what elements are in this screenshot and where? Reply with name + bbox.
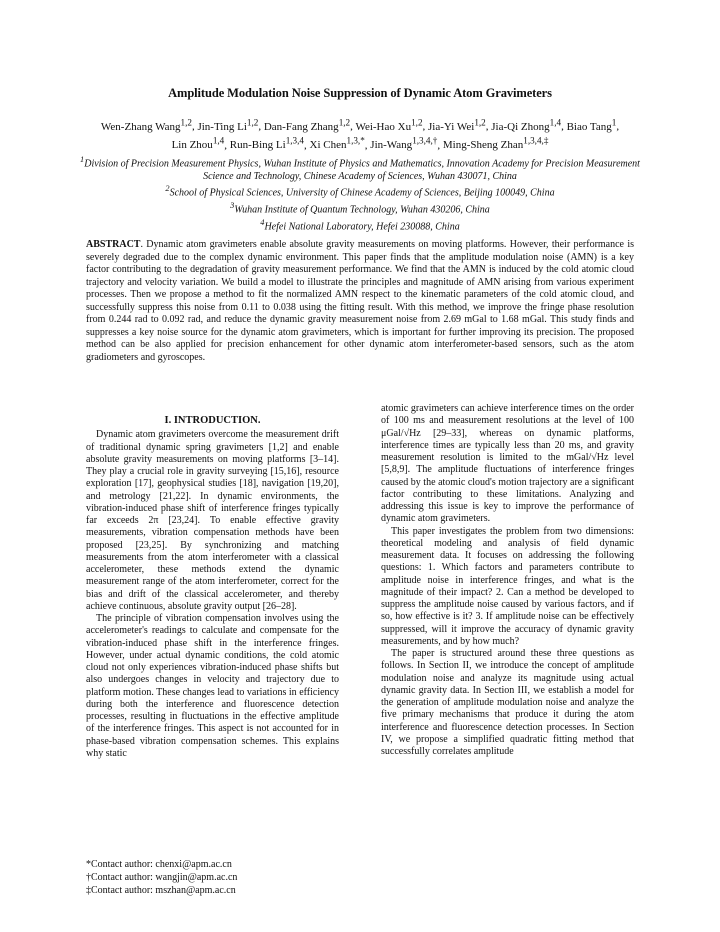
author: Biao Tang$^1$	[566, 117, 617, 133]
contact-author: ‡Contact author: mszhan@apm.ac.cn	[86, 885, 236, 896]
affiliation: $^3$Wuhan Institute of Quantum Technology, Wuhan 430206, China	[230, 201, 490, 216]
contact-author: *Contact author: chenxi@apm.ac.cn	[86, 859, 232, 870]
author: Dan-Fang Zhang$^{1,2}$	[263, 117, 351, 133]
abstract-text: . Dynamic atom gravimeters enable absolute gravity measurements on moving platforms. However, their performance is severely degraded due to the complex dynamic environment. This paper finds that the amplitude modulation noise (AMN) is a key factor contributing to the degradation of gravity measurement performance. We find that the AMN is induced by the cold atomic cloud trajectory and velocity variation. We build a model to illustrate the principles and magnitude of AMN arising from various experiment processes. Then we propose a method to fit the normalized AMN respect to the kinematic parameters of the cold atomic cloud, and successfully suppress this noise from 0.11 to 0.038 using the fitting result. With this method, we improve the fringe phase resolution from 0.244 rad to 0.092 rad, and reduce the dynamic gravity measurement noise from 2.69 mGal to 1.68 mGal. This study finds and suppresses a key noise source for the dynamic atom gravimeters, which is important for further improving its precision. The proposed method can be also applied for precision enhancement for other dynamic atom interferometer-based sensors, such as the atom gradiometers and gyroscopes.	[86, 239, 634, 363]
left-column	[86, 403, 339, 760]
section-heading: I. INTRODUCTION.	[164, 415, 261, 426]
contact-author: †Contact author: wangjin@apm.ac.cn	[86, 872, 238, 883]
author: Jin-Wang$^{1,3,4,\dagger}$	[370, 135, 438, 152]
body-paragraph: The paper is structured around these three questions as follows. In Section II, we introduce the concept of amplitude modulation noise and analyze its magnitude using actual dynamic gravity data. In Section III, we establish a model for the generation of amplitude modulation noise and analyze the five primary mechanisms that produce it during the atom interference and fluorescence detection processes. In Section IV, we propose a simplified quadratic fitting method that successfully correlates amplitude	[381, 648, 634, 757]
body-paragraph: This paper investigates the problem from two dimensions: theoretical modeling and analysis of field dynamic measurement data. It focuses on addressing the following questions: 1. Which factors and parameters contribute to amplitude noise in interference fringes, and what is the magnitude of their impact? 2. Can a method be developed to suppress the amplitude noise caused by various factors, and if so, how effective is it? 3. If amplitude noise can be effectively suppressed, will it improve the accuracy of dynamic gravity measurements, and by how much?	[381, 525, 634, 647]
author: Ming-Sheng Zhan$^{1,3,4,\ddagger}$	[442, 135, 549, 152]
right-column	[381, 403, 634, 758]
abstract-label: ABSTRACT	[86, 239, 141, 250]
affiliation: $^1$Division of Precision Measurement Physics, Wuhan Institute of Physics and Mathematics, Innovation Academy for Precision Measurement Science and Technology, Chinese Academy of Sciences, Wuhan 430071, China	[80, 155, 640, 182]
author: Jin-Ting Li$^{1,2}$	[197, 117, 259, 133]
author: Xi Chen$^{1,3,*}$	[309, 135, 365, 152]
affiliation: $^4$Hefei National Laboratory, Hefei 230088, China	[260, 217, 460, 233]
author: Wen-Zhang Wang$^{1,2}$	[100, 117, 192, 133]
affiliation: $^2$School of Physical Sciences, University of Chinese Academy of Sciences, Beijing 100049, China	[165, 184, 555, 199]
author: Wei-Hao Xu$^{1,2}$	[355, 117, 423, 133]
affiliations	[70, 154, 650, 234]
paper-title: Amplitude Modulation Noise Suppression of Dynamic Atom Gravimeters	[168, 86, 552, 100]
contact-footnotes	[86, 858, 237, 897]
body-paragraph: Dynamic atom gravimeters overcome the measurement drift of traditional dynamic spring gravimeters [1,2] and enable absolute gravity measurements on moving platforms [3–14]. They play a crucial role in gravity surveying [15,16], resource exploration [17], geophysical studies [18], navigation [19,20], and metrology [21,22]. In dynamic environments, the vibration-induced phase shift of interference fringes typically far exceeds 2π [23,24]. To enable effective gravity measurements, vibration compensation methods have been proposed [23,25]. By synchronizing and matching measurements from the atom interferometer with a classical accelerometer, these methods extend the dynamic measurement range of the atom interferometer, correct for the bias and drift of the classical accelerometer, and thereby achieve continuous, absolute gravity output [26–28].	[86, 429, 339, 612]
body-paragraph: The principle of vibration compensation involves using the accelerometer's readings to calculate and compensate for the vibration-induced phase shift in the interference fringes. However, under actual dynamic conditions, the cold atomic cloud not only experiences vibration-induced phase shifts but also undergoes changes in velocity and trajectory due to platform motion. These changes lead to variations in efficiency during both the interference and fluorescence detection processes, resulting in fluctuations in the effective amplitude of the interference fringes. This aspect is not accounted for in phase-based vibration compensation schemes. This explains why static	[86, 613, 339, 759]
body-paragraph: atomic gravimeters can achieve interference times on the order of 100 ms and measurement resolutions at the level of 100 μGal/√Hz [29–33], whereas on dynamic platforms, interference times are typically less than 20 ms, and gravity measurement resolution is limited to the mGal/√Hz level [5,8,9]. The amplitude fluctuations of interference fringes caused by the atomic cloud's motion trajectory are a significant factor contributing to these limitations. Analyzing and addressing this issue is key to improve the performance of dynamic atom gravimeters.	[381, 403, 634, 525]
abstract	[86, 239, 634, 364]
author: Jia-Qi Zhong$^{1,4}$	[491, 117, 562, 133]
author: Lin Zhou$^{1,4}$	[171, 135, 225, 152]
author: Jia-Yi Wei$^{1,2}$	[428, 117, 486, 133]
author-list: Wen-Zhang Wang$^{1,2}$, Jin-Ting Li$^{1,2}$, Dan-Fang Zhang$^{1,2}$, Wei-Hao Xu$^{1,2}$, Jia-Yi Wei$^{1,2}$, Jia-Qi Zhong$^{1,4}$, Biao Tang$^1$, Lin Zhou$^{1,4}$, Run-Bing Li$^{1,3,4}$, Xi Chen$^{1,3,*}$, Jin-Wang$^{1,3,4,\dagger}$, Ming-Sheng Zhan$^{1,3,4,\ddagger}$	[100, 117, 620, 152]
author: Run-Bing Li$^{1,3,4}$	[229, 135, 304, 152]
